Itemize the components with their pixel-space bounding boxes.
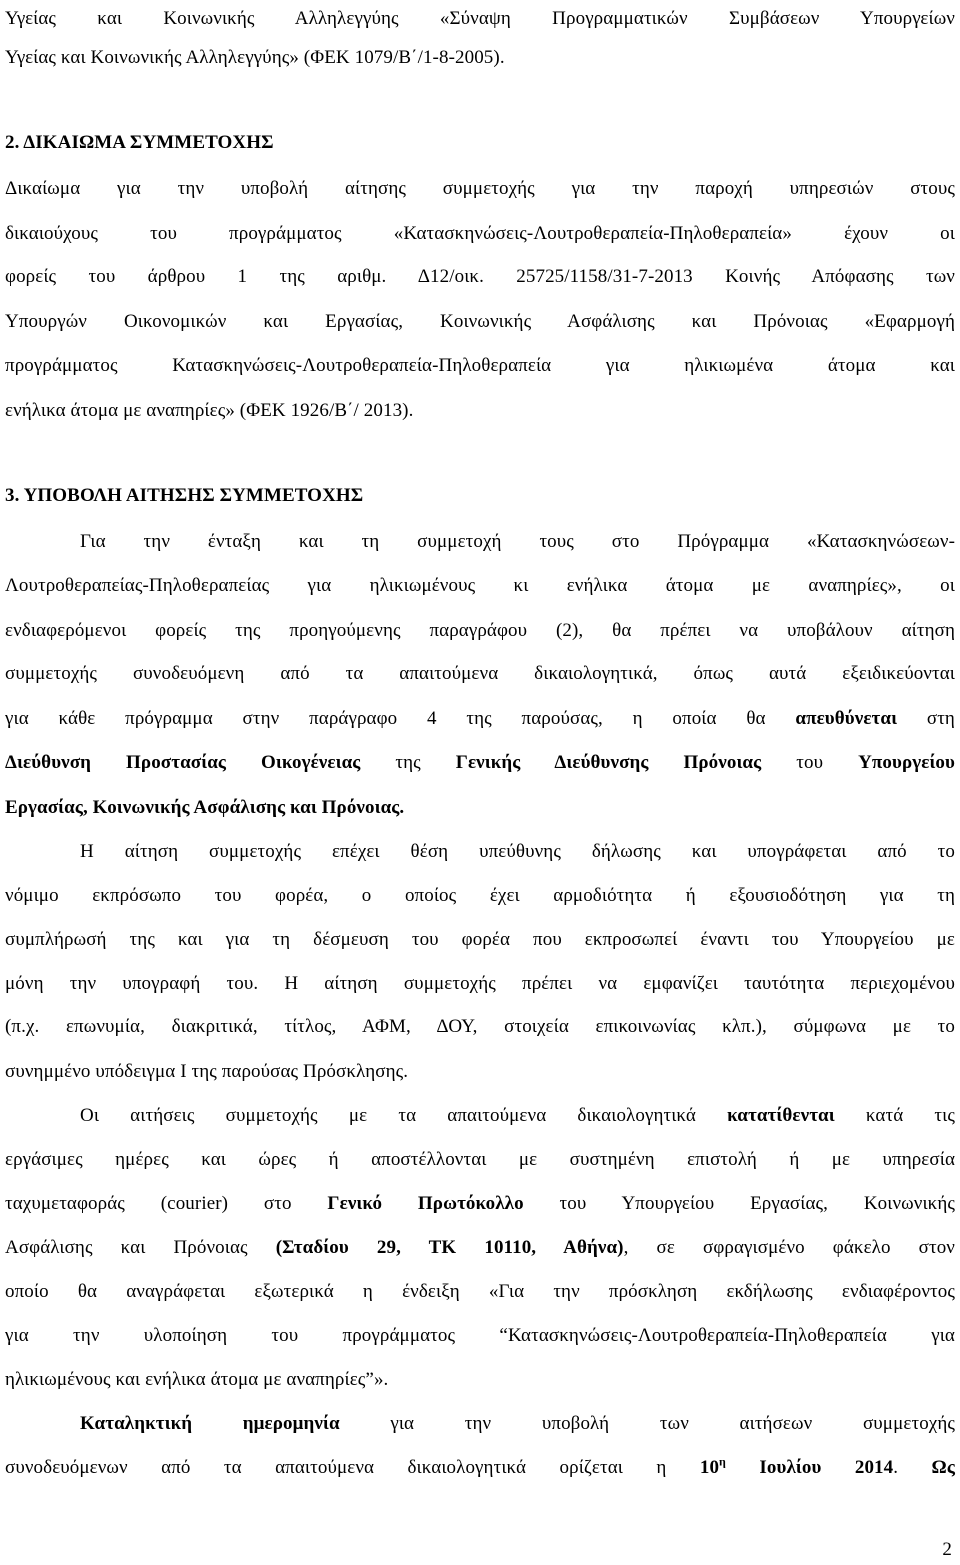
text-line [5, 706, 955, 732]
text-segment: κατά τις [865, 1105, 955, 1126]
text-line: συμπλήρωσή της και για τη δέσμευση του φορέα που εκπροσωπεί έναντι του Υπουργείου με [5, 929, 955, 950]
text-line: φορείς του άρθρου 1 της αριθμ. Δ12/οικ. 25725/1158/31-7-2013 Κοινής Απόφασης των [5, 266, 955, 287]
bold-text: Γενικής Διεύθυνσης Πρόνοιας [455, 752, 762, 773]
text-line: Υγείας και Κοινωνικής Αλληλεγγύης» (ΦΕΚ 1079/Β΄/1-8-2005). [5, 47, 505, 68]
bold-text: Καταληκτική ημερομηνία [80, 1413, 340, 1434]
text-line: οποίο θα αναγράφεται εξωτερικά η ένδειξη «Για την πρόσκληση εκδήλωσης ενδιαφέροντος [5, 1281, 955, 1302]
text-line: προγράμματος Κατασκηνώσεις-Λουτροθεραπεία-Πηλοθεραπεία για ηλικιωμένα άτομα και [5, 355, 955, 376]
text-segment: για κάθε πρόγραμμα στην παράγραφο 4 της παρούσας, η οποία θα [5, 708, 766, 729]
date-day: 10 [699, 1457, 720, 1478]
text-segment: συνοδευόμενων από τα απαιτούμενα δικαιολογητικά ορίζεται η [5, 1457, 667, 1478]
text-line: Λουτροθεραπείας-Πηλοθεραπείας για ηλικιωμένους κι ενήλικα άτομα με αναπηρίες», οι [5, 575, 955, 596]
section-heading-2: 2. ΔΙΚΑΙΩΜΑ ΣΥΜΜΕΤΟΧΗΣ [5, 132, 274, 153]
bold-text: Εργασίας, Κοινωνικής Ασφάλισης και Πρόνοιας. [5, 797, 405, 818]
bold-text: Υπουργείου [858, 752, 955, 773]
text-segment: , σε σφραγισμένο φάκελο στον [623, 1237, 955, 1258]
text-segment: Οι αιτήσεις συμμετοχής με τα απαιτούμενα δικαιολογητικά [80, 1105, 696, 1126]
text-line: δικαιούχους του προγράμματος «Κατασκηνώσεις-Λουτροθεραπεία-Πηλοθεραπεία» έχουν οι [5, 223, 955, 244]
bold-text: κατατίθενται [727, 1105, 835, 1126]
bold-text: Γενικό Πρωτόκολλο [327, 1193, 524, 1214]
bold-text: (Σταδίου 29, ΤΚ 10110, Αθήνα) [275, 1237, 624, 1258]
section-heading-3: 3. ΥΠΟΒΟΛΗ ΑΙΤΗΣΗΣ ΣΥΜΜΕΤΟΧΗΣ [5, 485, 364, 506]
text-line: Δικαίωμα για την υποβολή αίτησης συμμετοχής για την παροχή υπηρεσιών στους [5, 178, 955, 199]
text-line: μόνη την υπογραφή του. Η αίτηση συμμετοχής πρέπει να εμφανίζει ταυτότητα περιεχομένου [5, 973, 955, 994]
text-segment: . [893, 1457, 899, 1478]
bold-text: Ως [931, 1457, 955, 1478]
text-line: Υπουργών Οικονομικών και Εργασίας, Κοινωνικής Ασφάλισης και Πρόνοιας «Εφαρμογή [5, 311, 955, 332]
text-line: ενδιαφερόμενοι φορείς της προηγούμενης παραγράφου (2), θα πρέπει να υποβάλουν αίτηση [5, 620, 955, 641]
text-line [5, 1455, 955, 1481]
text-line: Υγείας και Κοινωνικής Αλληλεγγύης «Σύναψη Προγραμματικών Συμβάσεων Υπουργείων [5, 8, 955, 29]
text-segment: στη [926, 708, 955, 729]
text-segment: Ασφάλισης και Πρόνοιας [5, 1237, 248, 1258]
text-line: συμμετοχής συνοδευόμενη από τα απαιτούμενα δικαιολογητικά, όπως αυτά εξειδικεύονται [5, 663, 955, 684]
text-line [5, 750, 955, 776]
text-line [80, 1103, 955, 1129]
text-line [5, 1235, 955, 1261]
date-month-year: Ιουλίου 2014 [759, 1457, 894, 1478]
bold-text: Διεύθυνση Προστασίας Οικογένειας [5, 752, 361, 773]
text-line: συνημμένο υπόδειγμα Ι της παρούσας Πρόσκλησης. [5, 1061, 409, 1082]
page-number: 2 [942, 1539, 952, 1560]
text-segment: του [796, 752, 824, 773]
text-line [80, 1411, 955, 1437]
text-line: για την υλοποίηση του προγράμματος “Κατασκηνώσεις-Λουτροθεραπεία-Πηλοθεραπεία για [5, 1325, 955, 1346]
bold-text: απευθύνεται [795, 708, 898, 729]
text-line: (π.χ. επωνυμία, διακριτικά, τίτλος, ΑΦΜ, ΔΟΥ, στοιχεία επικοινωνίας κλπ.), σύμφωνα με το [5, 1016, 955, 1037]
text-segment: για την υποβολή των αιτήσεων συμμετοχής [390, 1413, 955, 1434]
text-line: εργάσιμες ημέρες και ώρες ή αποστέλλονται με συστημένη επιστολή ή με υπηρεσία [5, 1149, 955, 1170]
ordinal-suffix: η [719, 1454, 726, 1469]
text-segment: της [395, 752, 421, 773]
text-line [5, 795, 955, 821]
text-line: ηλικιωμένους και ενήλικα άτομα με αναπηρίες”». [5, 1369, 389, 1390]
text-segment: του Υπουργείου Εργασίας, Κοινωνικής [559, 1193, 955, 1214]
text-segment: ταχυμεταφοράς (courier) στο [5, 1193, 292, 1214]
text-line: ενήλικα άτομα με αναπηρίες» (ΦΕΚ 1926/Β΄/ 2013). [5, 400, 414, 421]
text-line [5, 1191, 955, 1217]
text-line: Η αίτηση συμμετοχής επέχει θέση υπεύθυνης δήλωσης και υπογράφεται από το [80, 841, 955, 862]
text-line: νόμιμο εκπρόσωπο του φορέα, ο οποίος έχει αρμοδιότητα ή εξουσιοδότηση για τη [5, 885, 955, 906]
bold-text [699, 1454, 894, 1478]
text-line: Για την ένταξη και τη συμμετοχή τους στο Πρόγραμμα «Κατασκηνώσεων- [80, 531, 955, 552]
